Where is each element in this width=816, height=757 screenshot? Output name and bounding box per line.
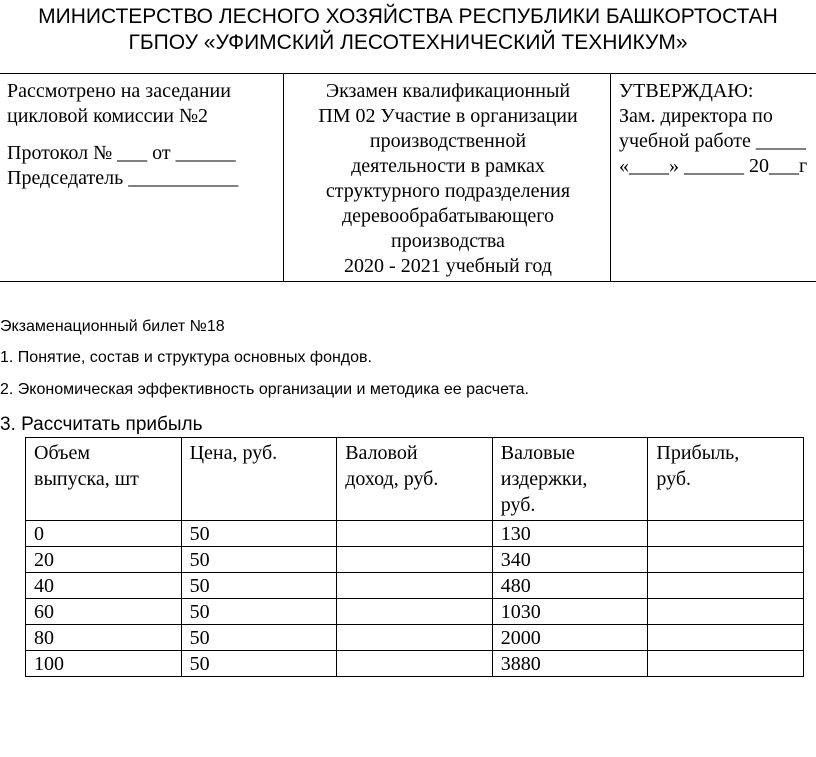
table-row [26,625,804,651]
table-cell: 1030 [492,599,648,625]
table-cell: 3880 [492,651,648,677]
table-cell [648,625,804,651]
exam-line-7: производства [391,230,505,252]
table-cell: 2000 [492,625,648,651]
table-cell: 50 [181,521,337,547]
exam-line-4: деятельности в рамках [351,155,545,177]
table-cell [648,547,804,573]
table-cell [648,599,804,625]
table-cell: 50 [181,547,337,573]
table-row [26,599,804,625]
table-row [26,573,804,599]
table-cell: 100 [26,651,182,677]
column-header-line: руб. [500,494,536,516]
table-cell: 480 [492,573,648,599]
column-header-line: Валовой [345,442,418,464]
table-cell: 0 [26,521,182,547]
column-header-line: Валовые [500,442,575,464]
committee-cell [0,74,284,282]
column-header [26,438,182,521]
table-cell: 50 [181,599,337,625]
table-cell: 40 [26,573,182,599]
column-header [181,438,337,521]
table-cell [648,521,804,547]
approve-heading: УТВЕРЖДАЮ: [619,80,754,102]
table-cell: 60 [26,599,182,625]
column-header [492,438,648,521]
table-row [26,651,804,677]
table-cell [337,521,493,547]
approve-date-line: «____» ______ 20___г [619,155,808,177]
committee-line-1: Рассмотрено на заседании [7,80,231,102]
exam-line-1: Экзамен квалификационный [325,80,571,102]
table-cell [648,573,804,599]
table-cell [337,599,493,625]
profit-table [25,437,804,677]
table-cell: 80 [26,625,182,651]
ticket-title: Экзаменационный билет №18 [0,318,225,335]
table-cell: 50 [181,625,337,651]
table-row [26,521,804,547]
table-cell: 50 [181,573,337,599]
table-header-row [26,438,804,521]
question-2: 2. Экономическая эффективность организации и методика ее расчета. [0,381,529,398]
academic-year: 2020 - 2021 учебный год [344,255,552,277]
table-cell: 50 [181,651,337,677]
column-header [648,438,804,521]
column-header-line: доход, руб. [345,468,439,490]
protocol-line: Протокол № ___ от ______ [7,142,236,164]
column-header-line: Прибыль, [656,442,740,464]
committee-line-2: цикловой комиссии №2 [7,105,209,127]
ministry-title: МИНИСТЕРСТВО ЛЕСНОГО ХОЗЯЙСТВА РЕСПУБЛИКИ БАШКОРТОСТАН [38,5,778,28]
question-3: 3. Рассчитать прибыль [0,414,203,435]
table-cell: 340 [492,547,648,573]
table-row [26,547,804,573]
approval-cell [611,74,816,282]
column-header-line: выпуска, шт [34,468,139,490]
table-cell [337,573,493,599]
exam-cell [284,74,611,282]
school-title: ГБПОУ «УФИМСКИЙ ЛЕСОТЕХНИЧЕСКИЙ ТЕХНИКУМ» [128,31,688,54]
column-header-line: издержки, [500,468,588,490]
approve-line-2: Зам. директора по [619,105,773,127]
table-cell [337,547,493,573]
table-cell [337,651,493,677]
question-1: 1. Понятие, состав и структура основных фондов. [0,349,372,366]
table-body [26,521,804,677]
chairman-line: Председатель ___________ [7,167,239,189]
exam-line-3: производственной [369,130,527,152]
column-header-line: руб. [656,468,692,490]
exam-line-2: ПМ 02 Участие в организации [318,105,578,127]
table-cell [648,651,804,677]
exam-line-5: структурного подразделения [325,180,571,202]
table-cell [337,625,493,651]
exam-line-6: деревообрабатывающего [342,205,554,227]
table-cell: 20 [26,547,182,573]
approval-table [0,73,816,282]
column-header [337,438,493,521]
approve-line-3: учебной работе _____ [619,130,806,152]
table-cell: 130 [492,521,648,547]
column-header-line: Объем [34,442,90,464]
column-header-line: Цена, руб. [189,442,278,464]
